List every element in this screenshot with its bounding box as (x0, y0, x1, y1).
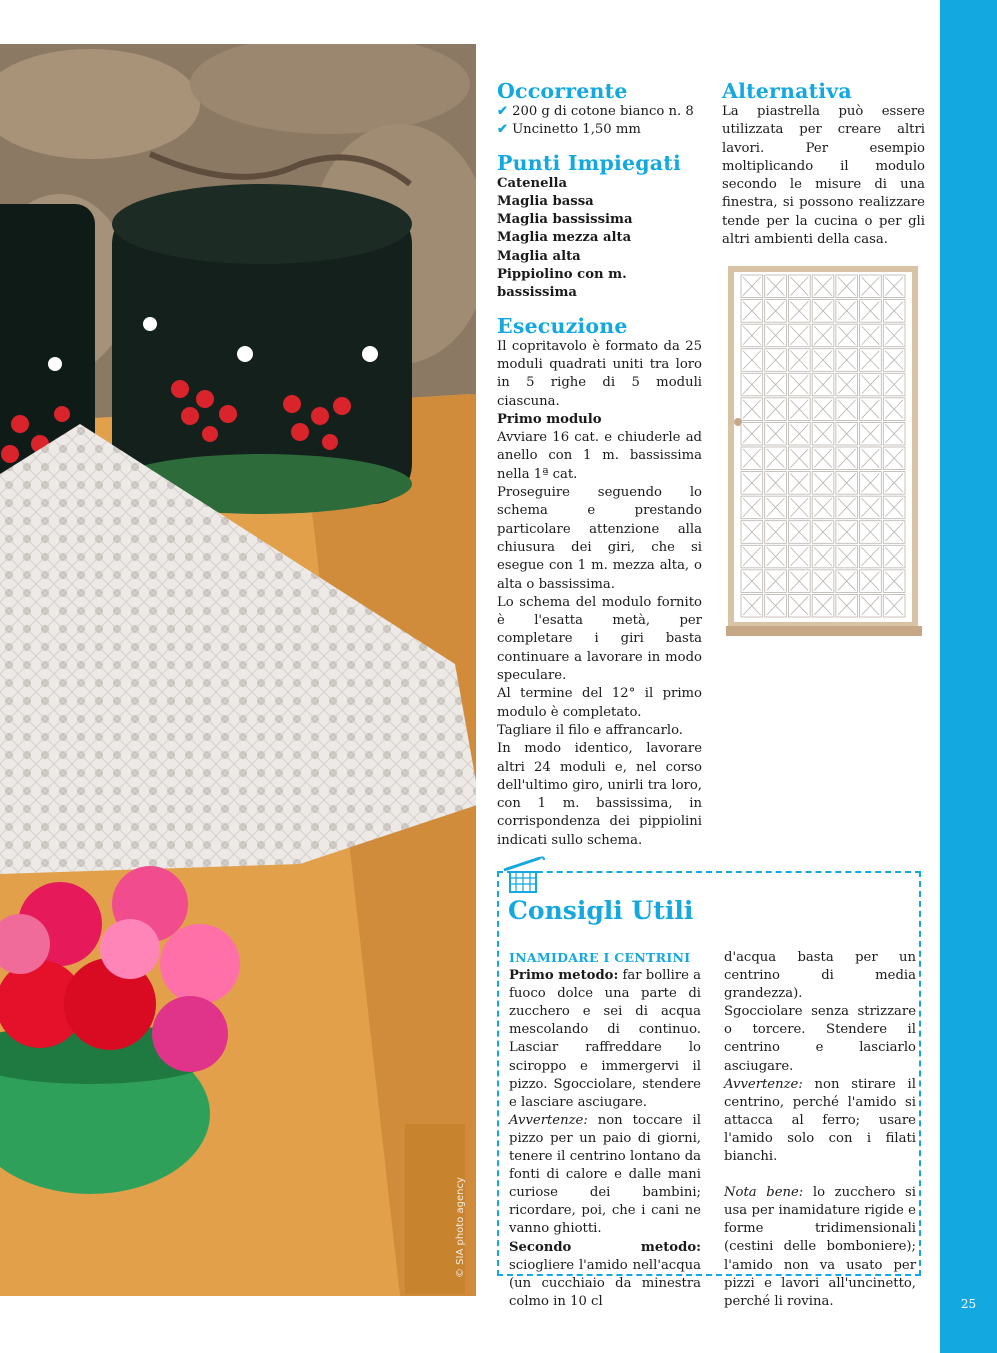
punto-item: Catenella (497, 175, 568, 191)
esecuzione-paragraph: Avviare 16 cat. e chiuderle ad anello con 1 m. bassissima nella 1ª cat. (497, 430, 702, 482)
punti-heading: Punti Impiegati (497, 150, 681, 175)
sgocciolare-paragraph: Sgocciolare senza strizzare o torcere. Stendere il centrino e lasciarlo asciugare. (724, 1004, 916, 1074)
check-icon: ✔ (497, 122, 509, 138)
blue-sidebar (940, 0, 997, 1353)
alternativa-paragraph: La piastrella può essere utilizzata per creare altri lavori. Per esempio moltiplicando il modulo secondo le misure di una finestra, si possono realizzare tende per la cucina o per gli altri ambienti della casa. (722, 104, 925, 248)
occorrente-heading: Occorrente (497, 79, 628, 103)
esecuzione-paragraph: Tagliare il filo e affrancarlo. (497, 722, 684, 738)
occorrente-item: ✔ Uncinetto 1,50 mm (497, 122, 641, 138)
primo-metodo-paragraph: Primo metodo: far bollire a fuoco dolce una parte di zucchero e sei di acqua mescolando di continuo. Lasciar raffreddare lo sciroppo e immergervi il pizzo. Sgocciolare, stendere e lasciare asciugare. (509, 968, 701, 1110)
consigli-right-column (724, 949, 916, 1311)
hero-photo (0, 44, 476, 1296)
consigli-left-column (509, 949, 701, 1311)
punto-item: Maglia mezza alta (497, 230, 632, 246)
punto-item: Maglia bassissima (497, 212, 633, 228)
secondo-metodo-paragraph: Secondo metodo: sciogliere l'amido nell'acqua (un cucchiaio da minestra colmo in 10 cl (509, 1239, 701, 1309)
esecuzione-paragraph: Al termine del 12° il primo modulo è completato. (497, 686, 702, 720)
esecuzione-paragraph: Il copritavolo è formato da 25 moduli quadrati uniti tra loro in 5 righe di 5 moduli ciascuna. (497, 338, 702, 409)
esecuzione-paragraph: In modo identico, lavorare altri 24 moduli e, nel corso dell'ultimo giro, unirli tra loro, con 1 m. bassissima, in corrispondenza dei pippiolini indicati sullo schema. (497, 741, 702, 848)
continuation-paragraph: d'acqua basta per un centrino di media grandezza). (724, 950, 916, 1002)
avvertenze-paragraph: Avvertenze: non toccare il pizzo per un paio di giorni, tenere il centrino lontano da fonti di calore e dalle mani curiose dei bambini; ricordare, poi, che i cani ne vanno ghiotti. (509, 1112, 701, 1237)
esecuzione-heading: Esecuzione (497, 313, 628, 338)
esecuzione-paragraph: Lo schema del modulo fornito è l'esatta metà, per completare i giri basta continuare a lavorare in modo speculare. (497, 594, 702, 684)
punto-item: Pippiolino con m. bassissima (497, 267, 627, 301)
crochet-icon (500, 854, 546, 900)
punto-item: Maglia bassa (497, 193, 594, 209)
page-number: 25 (960, 1297, 977, 1311)
curtain-window-illustration (722, 258, 926, 640)
consigli-heading: Consigli Utili (508, 896, 694, 925)
check-icon: ✔ (497, 104, 509, 119)
consigli-subheading: INAMIDARE I CENTRINI (509, 950, 691, 965)
right-column (722, 80, 925, 249)
left-column (497, 80, 702, 850)
esecuzione-paragraph: Proseguire seguendo lo schema e prestando particolare attenzione alla chiusura dei giri, che si esegue con 1 m. mezza alta, o alta o bassissima. (497, 485, 702, 592)
esecuzione-subheading: Primo modulo (497, 411, 602, 427)
avvertenze-paragraph: Avvertenze: non stirare il centrino, perché l'amido si attacca al ferro; usare l'amido solo con i filati bianchi. (724, 1076, 916, 1165)
alternativa-heading: Alternativa (722, 79, 852, 103)
punto-item: Maglia alta (497, 248, 581, 264)
photo-credit: © SIA photo agency (455, 1177, 466, 1278)
occorrente-item: ✔ 200 g di cotone bianco n. 8 (497, 104, 694, 119)
nota-bene-paragraph: Nota bene: lo zucchero si usa per inamidature rigide e forme tridimensionali (cestini delle bomboniere); l'amido non va usato per pizzi e lavori all'uncinetto, perché li rovina. (724, 1185, 916, 1309)
